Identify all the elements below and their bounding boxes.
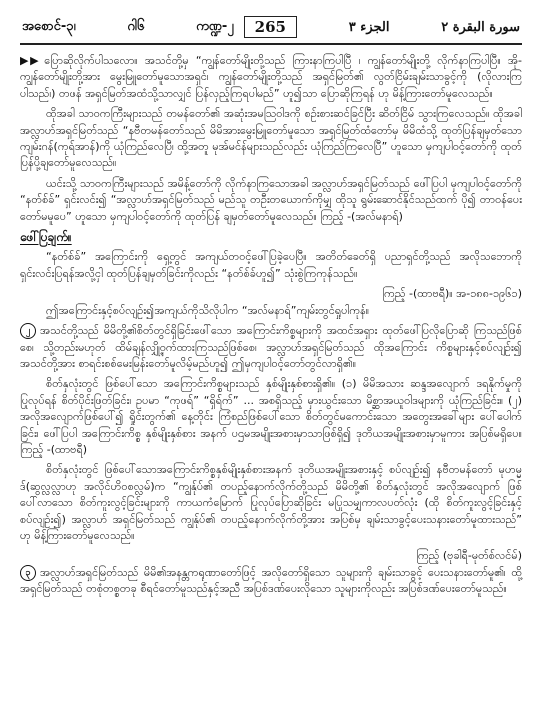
- surah-label: سورة البقرة ٢: [441, 19, 520, 35]
- note-number: ၂: [20, 323, 36, 339]
- section-heading: ဖေါ်ပြချက်။: [20, 230, 72, 245]
- header-center: [196, 16, 297, 38]
- page-number: 265: [244, 16, 297, 38]
- paragraph: စိတ်နှလုံးတွင် ဖြစ်ပေါ်သောအကြောင်းကိစ္စနှစ်မျိုးနှစ်စားအနက် ဒုတိယအမျိုးအစားနှင့် စပ်လျဉ်း၍ နဗီတမန်တော် မုဟမ္မဒ်(ဆွလ္လလ္လာဟု အလိုင်ဟိဝစလ္လမ်)က “ကျွန်ုပ်၏ တပည့်နောက်လိုက်တို့သည် မိမိတို့၏ စိတ်နှလုံးတွင် အလိုအလျောက် ဖြစ်ပေါ်လာသော စိတ်ကူးလွင့်ခြင်းများကို ကာယကံမြောက် ပြုလုပ်ပြောဆိုခြင်း မပြုသမျှကာလပတ်လုံး (ထို စိတ်ကူးလွင့်ခြင်းနှင့် စပ်လျဉ်း၍) အလ္လာဟ် အရှင်မြတ်သည် ကျွန်ုပ်၏ တပည့်နောက်လိုက်တို့အား အပြစ်မှ ချမ်းသာခွင့်ပေးသနားတော်မူထားသည်” ဟု မိန့်ကြားတော်မူလေသည်။: [20, 463, 522, 542]
- volume-label: အစောင်-၃၊: [22, 18, 76, 34]
- paragraph: စိတ်နှလုံးတွင် ဖြစ်ပေါ်သော အကြောင်းကိစ္စများသည် နှစ်မျိုးနှစ်စားရှိ၏။ (၁) မိမိအသား ဆန္ဒအလျောက် ဒရနိုက်မှုကိုပြုလုပ်ရန် စိတ်ပိုင်းဖြတ်ခြင်း၊ ဥပမာ “ကုဖရ်” “ရှိရ်က်” ... အစရှိသည့် မှားယွင်းသော မိစ္ဆာအယူဝါဒများကို ယုံကြည်ခြင်း။ (၂) အလိုအလျောက်ဖြစ်ပေါ်၍ ရှိုင်းတွက်၏ နေ့တိုင်း ကြံစည်ဖြစ်ပေါ်သော စိတ်တွင်မကောင်းသော အတွေးအခေါ်များ ပေါ်ပေါက်ခြင်း၊ ဖေါ်ပြပါ အကြောင်းကိစ္စ နှစ်မျိုးနှစ်စား အနက် ပဌမအမျိုးအစားမှာသာဖြစ်ရှိ၍ ဒုတိယအမျိုးအစားမှာမူကား အပြစ်မရှိပေ။ ကြည့် -(ထာဗရီ): [20, 377, 522, 456]
- double-arrow-icon: ▶▶: [20, 54, 41, 67]
- page-header: [20, 14, 522, 45]
- paragraph: ယင်းသို့ သာဝကကြီးများသည် အမိန့်တော်ကို လိုက်နာကြသောအခါ အလ္လာဟ်အရှင်မြတ်သည် ဖေါ်ပြပါ မှကျပါဝင့်တော်ကို “နတ်စ်ခ်” ရှင်းလင်း၍ “အလ္လာဟ်အရှင်မြတ်သည် မည်သူ တဦးတယောက်ကိုမျှ ထိုသူ ရွမ်းဆောင်နိုင်သည်ထက် ပို၍ တာဝန်ပေးတော်မမူပေ” ဟူသော မှကျပါဝင့်တော်ကို ထုတ်ပြန် ချမှတ်တော်မူလေသည်။ ကြည့် -(အလ်မနာရ်): [20, 176, 522, 223]
- part-label: ကဏ္ဍ-၂: [196, 18, 234, 34]
- citation: ကြည့် -(ထာဗရီ)။ အ-၁၈၈-၁၉၆၁): [382, 287, 522, 301]
- paragraph: ▶▶ ပြောဆိုလိုက်ပါသလော။ အသင်တို့မှ “ကျွန်တော်မျိုးတို့သည် ကြားနာကြပါပြီ ၊ ကျွန်တော်မျိုးတို့ လိုက်နာကြပါပြီ။ အို-ကျွန်တော်မျိုးတို့အား မွေးမြူတော်မူသောအရှင်၊ ကျွန်တော်မျိုးတို့သည် အရှင်မြတ်၏ လွတ်ငြိမ်းချမ်းသာခွင့်ကို (လိုလားကြပါသည်၊) တဖန် အရှင်မြတ်အထံသို့သာလျှင် ပြန်လှည့်ကြရပါမည်” ဟူ၍သာ ပြောဆိုကြရန် ဟု မိန့်ကြားတော်မူလေသည်။: [20, 54, 522, 100]
- page-label: ဂါ၆: [127, 18, 145, 34]
- citation: ကြည့် -(အလ်မနာရ်): [320, 209, 403, 223]
- paragraph: ဤအကြောင်းနှင့်စပ်လျဉ်း၍အကျယ်ကိုသိလိုပါက “အလ်မနာရ်”ကျမ်းတွင်ရှုပါကုန်။: [46, 303, 370, 317]
- page-body: [20, 45, 522, 598]
- paragraph: ထိုအခါ သာဝကကြီးများသည် တမန်တော်၏ အဆုံးအမသြဝါဒကို စဉ်းစားဆင်ခြင်ပြီး ဆိတ်ငြိမ် သွားကြလေသည်။ ထိုအခါ အလ္လာဟ်အရှင်မြတ်သည် “နဗီတမန်တော်သည် မိမိအားမွေးမြူတော်မူသော အရှင်မြတ်ထံတော်မှ မိမိထံသို့ ထုတ်ပြန်ချမှတ်သော ကျမ်းဂန်(ကုရ်အာန်)ကို ယုံကြည်လေပြီ၊ ထို့အတူ မုအ်မင်န်များသည်လည်း ယုံကြည်ကြလေပြီ” ဟူသော မှကျပါဝင့်တော်ကို ထုတ်ပြန်ပို့ချတော်မူလေသည်။: [20, 107, 522, 170]
- note-number: ၃: [20, 565, 36, 581]
- juz-label: الجزء ٣: [348, 19, 390, 35]
- paragraph: “နတ်စ်ခ်” အကြောင်းကို ရှေ့တွင် အကျယ်တဝင့်ဖေါ်ပြခဲ့ပေပြီ။ အတိတ်ခေတ်ရှိ ပညာရှင်တို့သည် အလိုသဘောကို ရှင်းလင်းပြရန်အလို့ငှါ ထုတ်ပြန်ချမှတ်ခြင်းကိုလည်း “နတ်စ်ခ်ဟူ၍” သုံးစွဲကြကုန်သည်။: [20, 250, 522, 280]
- citation: ကြည့် -(ထာဗရီ): [20, 442, 88, 456]
- citation: ကြည့် (ဗုခါရီ-မုတ်စ်လင်မ်): [416, 549, 522, 563]
- numbered-note: ၂ အသင်တို့သည် မိမိတို့၏စိတ်တွင်ရှိခြင်းဖေါ်သော အကြောင်းကိစ္စများကို အထင်အရှား ထုတ်ဖေါ်ပြလိုပြောဆို ကြသည်ဖြစ်စေ၊ သို့တည်းမဟုတ် ထိမ်ချန်လျှို့ဝှက်ထားကြသည်ဖြစ်စေ၊ အလ္လာဟ်အရှင်မြတ်သည် ထိုအကြောင်း ကိစ္စများနှင့်စပ်လျဉ်း၍ အသင်တို့အား စာရင်းစစ်မေးမြန်းတော်မူလိမ့်မည်ဟူ၍ ဤမှကျပါဝင့်တော်တွင်လာရှိ၏။: [20, 324, 522, 370]
- numbered-note: ၃ အလ္လာဟ်အရှင်မြတ်သည် မိမိ၏အနန္တကရုဏာတော်ဖြင့် အလိုတော်ရှိသော သူများကို ချမ်းသာခွင့် ပေးသနားတော်မူ၏၊ ထို့အရှင်မြတ်သည် တစုံတစ္စတခု စီရင်တော်မူသည်နှင့်အညီ အပြစ်ဒဏ်ပေးလိုသော သူများကိုလည်း အပြစ်ဒဏ်ပေးတော်မူသည်။: [20, 565, 522, 596]
